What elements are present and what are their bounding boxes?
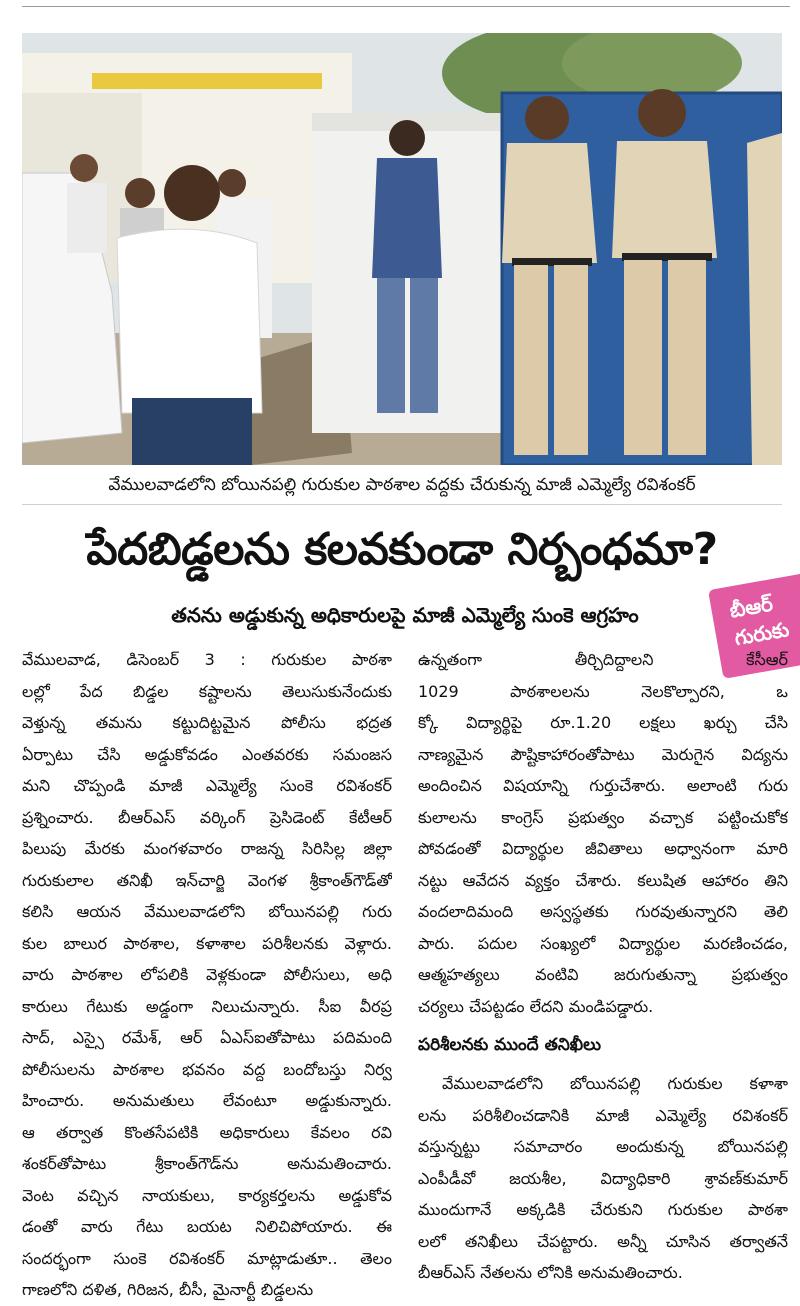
headline: పేదబిడ్డలను కలవకుండా నిర్బంధమా? <box>86 524 718 575</box>
text-line: ప్రశ్నించారు. బీఆర్ఎస్ వర్కింగ్ ప్రెసిడెంట్ కేటీఆర్ <box>22 807 392 827</box>
section-subheading: పరిశీలనకు ముందే తనిఖీలు <box>418 1035 602 1055</box>
text-line: మని చొప్పండి మాజీ ఎమ్మెల్యే సుంకె రవిశంకర్ <box>22 776 392 795</box>
text-line: వస్తున్నట్టు సమాచారం అందుకున్న బోయినపల్లి <box>418 1137 788 1156</box>
subheadline: తనను అడ్డుకున్న అధికారులపై మాజీ ఎమ్మెల్యే సుంకె ఆగ్రహం <box>171 603 639 627</box>
text-line: పోవడంతో విద్యార్థుల జీవితాలు అధ్వానంగా మారి <box>418 839 788 858</box>
right-column <box>418 644 788 1289</box>
text-line: బీఆర్ఎస్ నేతలను లోనికి అనుమతించారు. <box>418 1263 683 1282</box>
text-line: గురుకులాల తనిఖీ ఇన్‌చార్జి వెంగళ శ్రీకాంత్‌గౌడ్‌తో <box>22 870 392 890</box>
text-line: పారు. పదుల సంఖ్యలో విద్యార్థుల మరణించడం, <box>418 933 788 953</box>
text-line: ఎంపీడీవో జయశీల, విద్యాధికారి శ్రావణ్‌కుమార్ <box>418 1168 788 1188</box>
text-line: ఆత్మహత్యలు వంటివి జరుగుతున్నా ప్రభుత్వం <box>418 965 788 984</box>
text-line: వేములవాడ, డిసెంబర్ 3 : గురుకుల పాఠశా <box>22 650 392 669</box>
text-line: వెళ్తున్న తమను కట్టుదిట్టమైన పోలీసు భద్రత <box>22 713 392 732</box>
text-line: నట్టు ఆవేదన వ్యక్తం చేశారు. కలుషిత ఆహారం తిని <box>418 870 788 890</box>
text-line: లలో తనిఖీలు చేపట్టారు. అన్నీ చూసిన తర్వాతనే <box>418 1231 788 1251</box>
photo-caption: వేములవాడలోని బోయినపల్లి గురుకుల పాఠశాల వద్దకు చేరుకున్న మాజీ ఎమ్మెల్యే రవిశంకర్ <box>22 466 782 505</box>
text-line: శంకర్‌తోపాటు శ్రీకాంత్‌గౌడ్‌ను అనుమతించారు. <box>22 1154 392 1173</box>
text-line: డంతో వారు గేటు బయట నిలిచిపోయారు. ఈ <box>22 1217 392 1236</box>
text-line: వారు పాఠశాల లోపలికి వెళ్లకుండా పోలీసులు, అధి <box>22 965 392 984</box>
text-line: ఆ తర్వాత కొంతసేపటికి అధికారులు కేవలం రవి <box>22 1122 392 1142</box>
left-column <box>22 644 392 1306</box>
text-line: లల్లో పేద బిడ్డల కష్టాలను తెలుసుకునేందుకు <box>22 681 392 701</box>
text-line: నాణ్యమైన పౌష్టికాహారంతోపాటు మెరుగైన విద్యను <box>418 744 788 764</box>
side-tag-line2: గురుకు <box>732 616 791 651</box>
text-line: సందర్భంగా సుంకె రవిశంకర్ మాట్లాడుతూ.. తెలం <box>22 1248 392 1268</box>
text-line: కుల బాలుర పాఠశాల, కళాశాల పరిశీలనకు వెళ్లారు. <box>22 933 392 953</box>
text-line: కలిసి ఆయన వేములవాడలోని బోయినపల్లి గురు <box>22 902 392 921</box>
text-line: వేములవాడలోని బోయినపల్లి గురుకుల కళాశా <box>442 1074 788 1093</box>
text-line: అందించిన విషయాన్ని గుర్తుచేశారు. అలాంటి గురు <box>418 776 788 795</box>
news-photo <box>22 33 782 465</box>
text-line: లను పరిశీలించడానికి మాజీ ఎమ్మెల్యే రవిశంకర్ <box>418 1105 788 1125</box>
text-line: 1029 పాఠశాలలను నెలకొల్పారని, ఒ <box>418 681 788 701</box>
text-line: ముందుగానే అక్కడికి చేరుకుని గురుకుల పాఠశా <box>418 1200 788 1219</box>
text-line: చర్యలు చేపట్టడం లేదని మండిపడ్డారు. <box>418 996 654 1016</box>
text-line: వందలాదిమంది అస్వస్థతకు గురవుతున్నారని తెలి <box>418 902 788 921</box>
text-line: గాణలోని దళిత, గిరిజన, బీసీ, మైనార్టీ బిడ్డలను <box>22 1280 314 1299</box>
text-line: కులాలను కాంగ్రెస్ ప్రభుత్వం వచ్చాక పట్టించుకోక <box>418 807 788 827</box>
side-tag-line1: బీఆర్ <box>727 591 775 623</box>
text-line: సాద్, ఎస్సై రమేశ్, ఆర్ ఏఎస్ఐతోపాటు పదిమంది <box>22 1028 392 1047</box>
text-line: వెంట వచ్చిన నాయకులు, కార్యకర్తలను అడ్డుకోవ <box>22 1185 392 1205</box>
text-line: ఏర్పాటు చేసి అడ్డుకోవడం ఎంతవరకు సమంజస <box>22 744 392 764</box>
text-line: పిలుపు మేరకు మంగళవారం రాజన్న సిరిసిల్ల జిల్లా <box>22 839 392 858</box>
text-line: పోలీసులను పాఠశాల భవనం వద్ద బందోబస్తు నిర్వ <box>22 1059 392 1079</box>
text-line: కారులు గేటుకు అడ్డంగా నిలుచున్నారు. సీఐ వీరప్ర <box>22 996 392 1016</box>
text-line: ఉన్నతంగా తీర్చిదిద్దాలని కేసీఆర్ <box>418 650 788 669</box>
top-rule <box>22 6 790 7</box>
text-line: హించారు. అనుమతులు లేవంటూ అడ్డుకున్నారు. <box>22 1091 392 1110</box>
text-line: క్కో విద్యార్థిపై రూ.1.20 లక్షలు ఖర్చు చేసి <box>418 713 788 732</box>
